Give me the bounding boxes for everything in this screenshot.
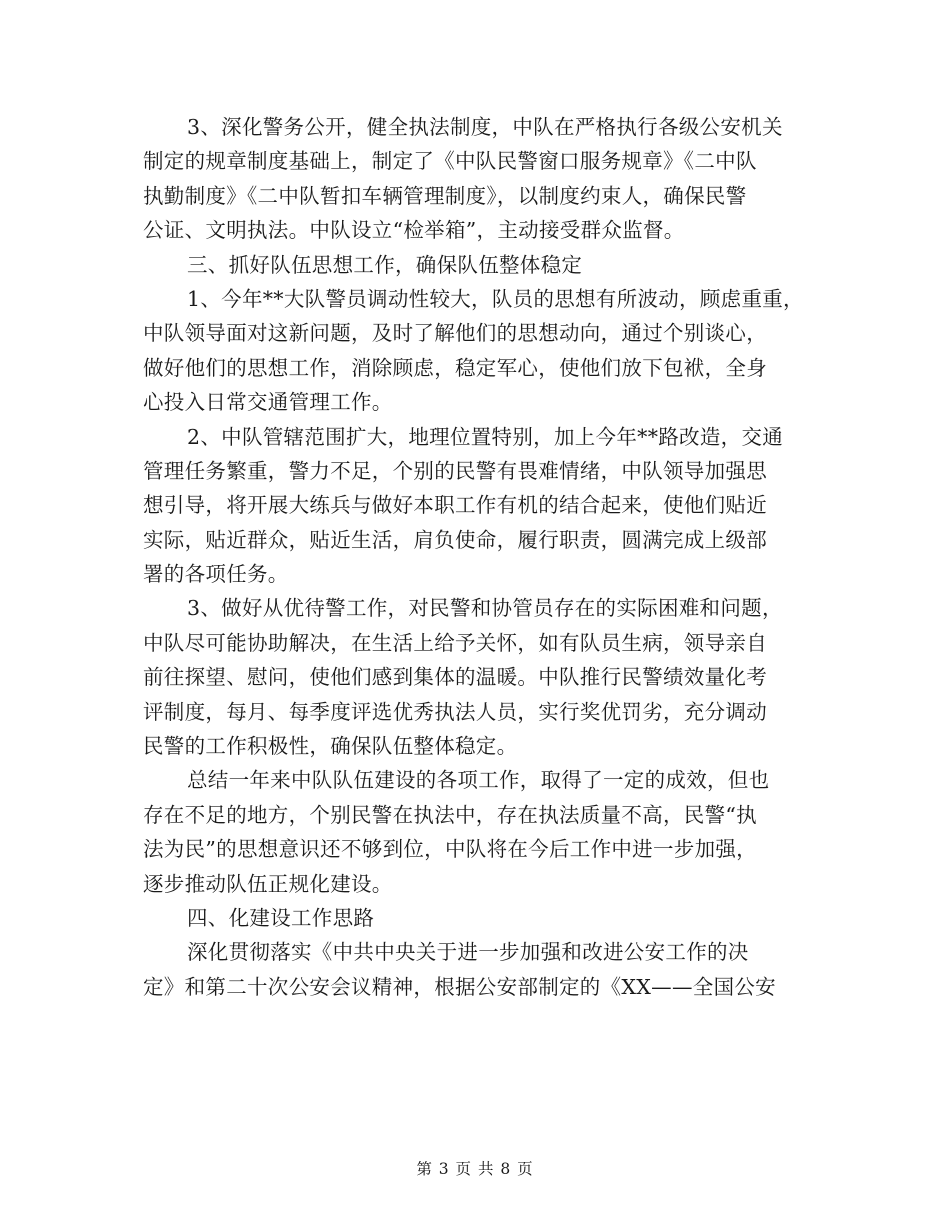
text-line: 四、化建设工作思路: [187, 905, 375, 930]
text-line: 制定的规章制度基础上，制定了《中队民警窗口服务规章》《二中队: [143, 149, 757, 174]
text-line: 定》和第二十次公安会议精神，根据公安部制定的《XX——全国公安: [143, 974, 776, 999]
text-line: 署的各项任务。: [143, 562, 289, 587]
text-line: 管理任务繁重，警力不足，个别的民警有畏难情绪，中队领导加强思: [143, 458, 767, 483]
document-body: [143, 110, 823, 1004]
text-line: 前往探望、慰问，使他们感到集体的温暖。中队推行民警绩效量化考: [143, 665, 767, 690]
text-line: 想引导，将开展大练兵与做好本职工作有机的结合起来，使他们贴近: [143, 493, 767, 518]
text-line: 2、中队管辖范围扩大，地理位置特别，加上今年**路改造，交通: [187, 424, 784, 449]
text-line: 中队尽可能协助解决，在生活上给予关怀，如有队员生病，领导亲自: [143, 630, 767, 655]
text-line: 1、今年**大队警员调动性较大，队员的思想有所波动，顾虑重重，: [187, 286, 804, 311]
text-line: 存在不足的地方，个别民警在执法中，存在执法质量不高，民警“执: [143, 802, 757, 827]
text-line: 深化贯彻落实《中共中央关于进一步加强和改进公安工作的决: [187, 940, 749, 965]
text-line: 评制度，每月、每季度评选优秀执法人员，实行奖优罚劣，充分调动: [143, 699, 767, 724]
text-line: 执勤制度》《二中队暂扣车辆管理制度》，以制度约束人，确保民警: [143, 183, 747, 208]
page-footer: 第 3 页 共 8 页: [416, 1160, 534, 1178]
text-line: 公证、文明执法。中队设立“检举箱”，主动接受群众监督。: [143, 218, 685, 243]
text-line: 3、做好从优待警工作，对民警和协管员存在的实际困难和问题，: [187, 596, 783, 621]
text-line: 心投入日常交通管理工作。: [143, 390, 393, 415]
text-line: 三、抓好队伍思想工作，确保队伍整体稳定: [187, 252, 583, 277]
text-line: 3、深化警务公开，健全执法制度，中队在严格执行各级公安机关: [187, 115, 783, 139]
text-line: 逐步推动队伍正规化建设。: [143, 871, 393, 896]
text-line: 中队领导面对这新问题，及时了解他们的思想动向，通过个别谈心，: [143, 321, 767, 346]
text-line: 总结一年来中队队伍建设的各项工作，取得了一定的成效，但也: [187, 768, 770, 793]
text-line: 实际，贴近群众，贴近生活，肩负使命，履行职责，圆满完成上级部: [143, 527, 767, 552]
text-line: 做好他们的思想工作，消除顾虑，稳定军心，使他们放下包袱，全身: [143, 355, 767, 380]
text-line: 法为民”的思想意识还不够到位，中队将在今后工作中进一步加强，: [143, 837, 757, 862]
text-line: 民警的工作积极性，确保队伍整体稳定。: [143, 734, 518, 759]
